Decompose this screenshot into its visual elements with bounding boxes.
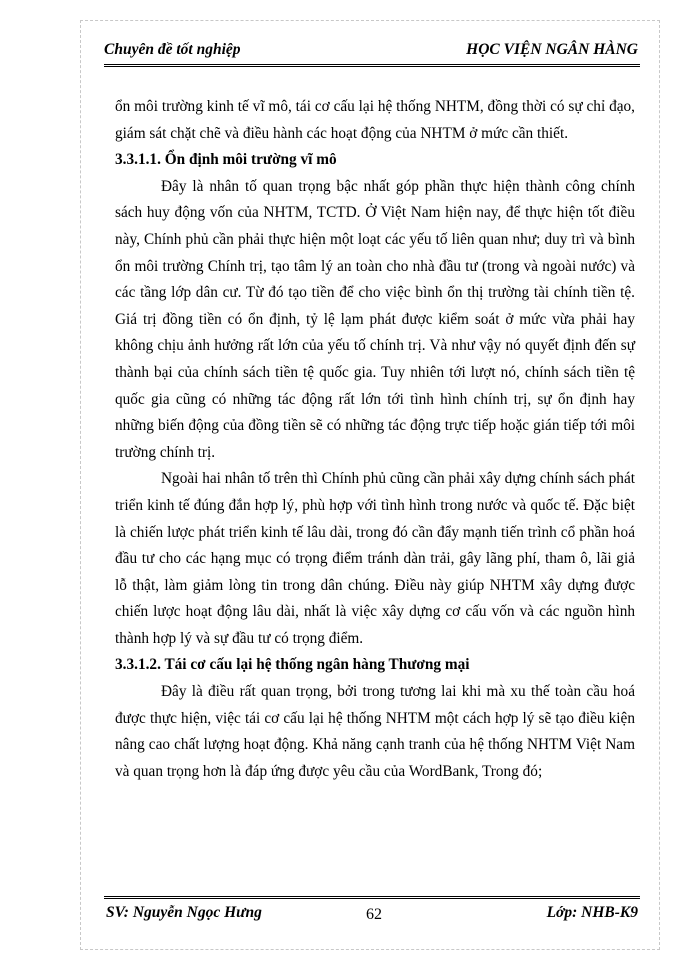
page-number: 62 bbox=[366, 906, 382, 923]
section2-paragraph-1: Đây là điều rất quan trọng, bởi trong tương lai khi mà xu thế toàn cầu hoá được thực hiện, việc tái cơ cấu lại hệ thống NHTM một cách hợp lý sẽ tạo điều kiện nâng cao chất lượng hoạt động. Khả năng cạnh tranh của hệ thống NHTM Việt Nam và quan trọng hơn là đáp ứng được yêu cầu của WordBank, Trong đó; bbox=[115, 683, 635, 780]
header-institution: HỌC VIỆN NGÂN HÀNG bbox=[466, 41, 638, 58]
document-body bbox=[115, 94, 635, 785]
intro-paragraph: ổn môi trường kinh tế vĩ mô, tái cơ cấu lại hệ thống NHTM, đồng thời có sự chỉ đạo, giám sát chặt chẽ và điều hành các hoạt động của NHTM ở mức cần thiết. bbox=[115, 98, 635, 142]
section1-paragraph-1: Đây là nhân tố quan trọng bậc nhất góp phần thực hiện thành công chính sách huy động vốn của NHTM, TCTD. Ở Việt Nam hiện nay, để thực hiện tốt điều này, Chính phủ cần phải thực hiện một loạt các yếu tố liên quan như; duy trì và bình ổn môi trường Chính trị, tạo tâm lý an toàn cho nhà đầu tư (trong và ngoài nước) và các tầng lớp dân cư. Từ đó tạo tiền để cho việc bình ổn thị trường tài chính tiền tệ. Giá trị đồng tiền có ổn định, tỷ lệ lạm phát được kiểm soát ở mức vừa phải hay không chịu ảnh hưởng rất lớn của yếu tố chính trị. Và như vậy nó quyết định đến sự thành bại của chính sách tiền tệ quốc gia. Tuy nhiên tới lượt nó, chính sách tiền tệ quốc gia cũng có những tác động rất lớn tới tình hình chính trị, sự ổn định hay những biến động của đồng tiền sẽ có những tác động trực tiếp hoặc gián tiếp tới môi trường chính trị. bbox=[115, 177, 635, 461]
section1-paragraph-2: Ngoài hai nhân tố trên thì Chính phủ cũng cần phải xây dựng chính sách phát triển kinh tế đúng đắn hợp lý, phù hợp với tình hình trong nước và quốc tế. Đặc biệt là chiến lược phát triển kinh tế lâu dài, trong đó cần đẩy mạnh tiến trình cổ phần hoá đầu tư cho các hạng mục có trọng điểm tránh dàn trải, gây lãng phí, tham ô, lãi giả lỗ thật, làm giảm lòng tin trong dân chúng. Điều này giúp NHTM xây dựng được chiến lược hoạt động lâu dài, nhất là việc xây dựng cơ cấu vốn và các nguồn hình thành hợp lý và sự đầu tư có trọng điểm. bbox=[115, 470, 635, 647]
footer-student: SV: Nguyễn Ngọc Hưng bbox=[106, 904, 262, 921]
page-footer bbox=[104, 896, 640, 929]
section-heading-3-3-1-2: 3.3.1.2. Tái cơ cấu lại hệ thống ngân hàng Thương mại bbox=[115, 656, 470, 674]
footer-class: Lớp: NHB-K9 bbox=[546, 904, 638, 921]
header-title: Chuyên đề tốt nghiệp bbox=[104, 41, 241, 58]
section-heading-3-3-1-1: 3.3.1.1. Ổn định môi trường vĩ mô bbox=[115, 151, 337, 169]
page-header bbox=[104, 34, 640, 67]
